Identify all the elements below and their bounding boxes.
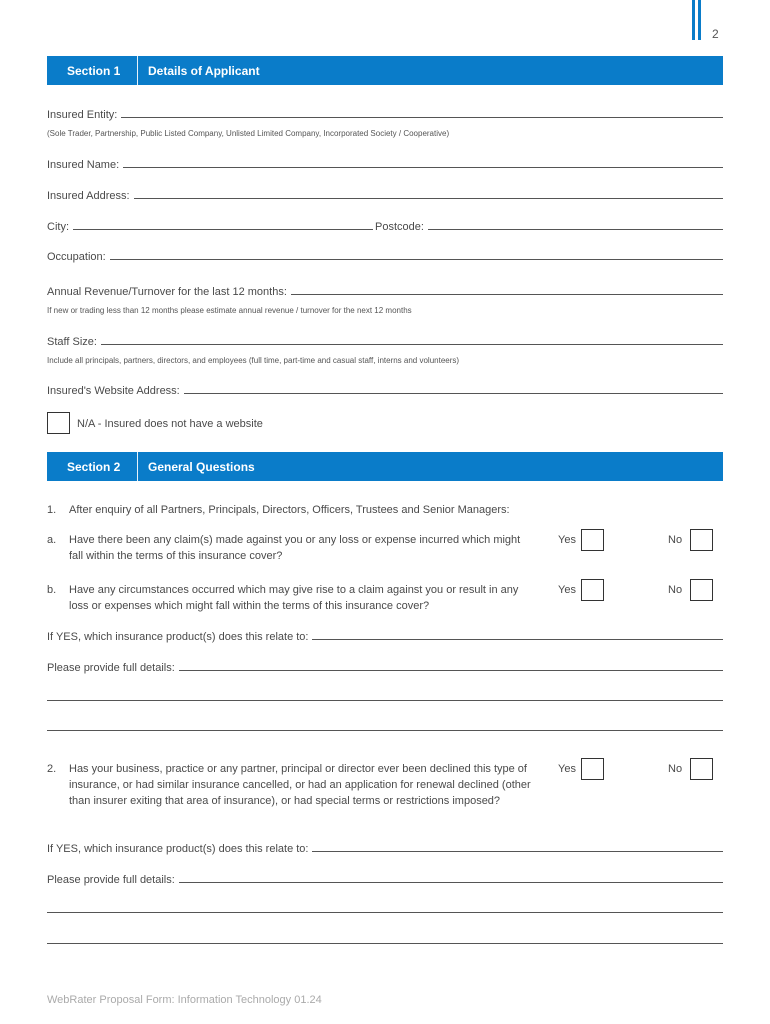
postcode-line[interactable] (428, 229, 723, 230)
if-yes-2-field[interactable] (47, 841, 723, 855)
details-1-label: Please provide full details: (47, 662, 175, 674)
question-b-text: Have any circumstances occurred which may give rise to a claim against you or result in any loss or expenses which might fall within the terms of this insurance cover? (69, 584, 519, 612)
insured-name-label: Insured Name: (47, 159, 120, 171)
insured-entity-field[interactable] (47, 107, 723, 121)
section-2-header (47, 452, 723, 481)
details-2-label: Please provide full details: (47, 874, 175, 886)
occupation-label: Occupation: (47, 251, 106, 263)
if-yes-1-field[interactable] (47, 629, 723, 643)
question-a-yes-checkbox[interactable] (581, 529, 604, 551)
section-1-header (47, 56, 723, 85)
question-2-yes-checkbox[interactable] (581, 758, 604, 780)
insured-name-line[interactable] (123, 167, 723, 168)
website-line[interactable] (184, 393, 723, 394)
question-b-yes-label: Yes (558, 584, 576, 596)
question-a-no-checkbox[interactable] (690, 529, 713, 551)
question-1-number: 1. (47, 504, 57, 516)
question-1-text: After enquiry of all Partners, Principals, Directors, Officers, Trustees and Senior Managers: (69, 504, 510, 516)
insured-address-label: Insured Address: (47, 190, 130, 202)
section-1-title: Details of Applicant (148, 64, 260, 78)
page-number: 2 (712, 27, 719, 41)
details-1-extra-line-1[interactable] (47, 700, 723, 701)
revenue-field[interactable] (47, 284, 723, 298)
section-1-number: Section 1 (67, 64, 121, 78)
na-website-checkbox[interactable] (47, 412, 70, 434)
if-yes-1-label: If YES, which insurance product(s) does this relate to: (47, 631, 309, 643)
question-2-yes-label: Yes (558, 763, 576, 775)
section-2-number: Section 2 (67, 460, 121, 474)
city-line[interactable] (73, 229, 373, 230)
question-a-text: Have there been any claim(s) made against you or any loss or expense incurred which might fall within the terms of this insurance cover? (69, 534, 521, 562)
details-2-field[interactable] (47, 872, 723, 886)
question-a-yes-label: Yes (558, 534, 576, 546)
question-b-yes-checkbox[interactable] (581, 579, 604, 601)
insured-entity-hint: (Sole Trader, Partnership, Public Listed Company, Unlisted Limited Company, Incorporated Society / Cooperative) (47, 129, 450, 138)
question-2-text: Has your business, practice or any partner, principal or director ever been declined this type of insurance, or had similar insurance cancelled, or had an application for renewal declined (other than insurer exiting that area of insurance), or had special terms or restrictions imposed? (69, 763, 531, 807)
question-2-number: 2. (47, 763, 57, 775)
question-b-no-label: No (668, 584, 683, 596)
if-yes-2-line[interactable] (312, 851, 723, 852)
insured-address-line[interactable] (134, 198, 723, 199)
details-1-extra-line-2[interactable] (47, 730, 723, 731)
header-accent-bar-2 (698, 0, 701, 40)
website-field[interactable] (47, 383, 723, 397)
na-website-label: N/A - Insured does not have a website (77, 418, 263, 430)
city-label: City: (47, 221, 69, 233)
revenue-line[interactable] (291, 294, 723, 295)
staff-size-label: Staff Size: (47, 336, 97, 348)
details-2-extra-line-2[interactable] (47, 943, 723, 944)
revenue-hint: If new or trading less than 12 months please estimate annual revenue / turnover for the next 12 months (47, 306, 412, 315)
staff-size-hint: Include all principals, partners, directors, and employees (full time, part-time and casual staff, interns and volunteers) (47, 356, 460, 365)
postcode-field[interactable] (375, 219, 723, 233)
footer-text: WebRater Proposal Form: Information Technology 01.24 (47, 994, 322, 1006)
website-label: Insured's Website Address: (47, 385, 180, 397)
section-2-title: General Questions (148, 460, 255, 474)
question-b-number: b. (47, 584, 57, 596)
city-field[interactable] (47, 219, 373, 233)
revenue-label: Annual Revenue/Turnover for the last 12 months: (47, 286, 287, 298)
details-2-line[interactable] (179, 882, 723, 883)
insured-name-field[interactable] (47, 157, 723, 171)
section-2-divider (137, 452, 138, 481)
insured-entity-label: Insured Entity: (47, 109, 118, 121)
occupation-line[interactable] (110, 259, 723, 260)
question-2-no-label: No (668, 763, 683, 775)
question-2-no-checkbox[interactable] (690, 758, 713, 780)
header-accent-bar-1 (692, 0, 695, 40)
details-1-field[interactable] (47, 660, 723, 674)
question-a-number: a. (47, 534, 57, 546)
occupation-field[interactable] (47, 249, 723, 263)
postcode-label: Postcode: (375, 221, 424, 233)
if-yes-2-label: If YES, which insurance product(s) does this relate to: (47, 843, 309, 855)
details-2-extra-line-1[interactable] (47, 912, 723, 913)
staff-size-line[interactable] (101, 344, 723, 345)
insured-address-field[interactable] (47, 188, 723, 202)
question-a-no-label: No (668, 534, 683, 546)
section-1-divider (137, 56, 138, 85)
details-1-line[interactable] (179, 670, 723, 671)
insured-entity-line[interactable] (121, 117, 723, 118)
staff-size-field[interactable] (47, 334, 723, 348)
if-yes-1-line[interactable] (312, 639, 723, 640)
question-b-no-checkbox[interactable] (690, 579, 713, 601)
